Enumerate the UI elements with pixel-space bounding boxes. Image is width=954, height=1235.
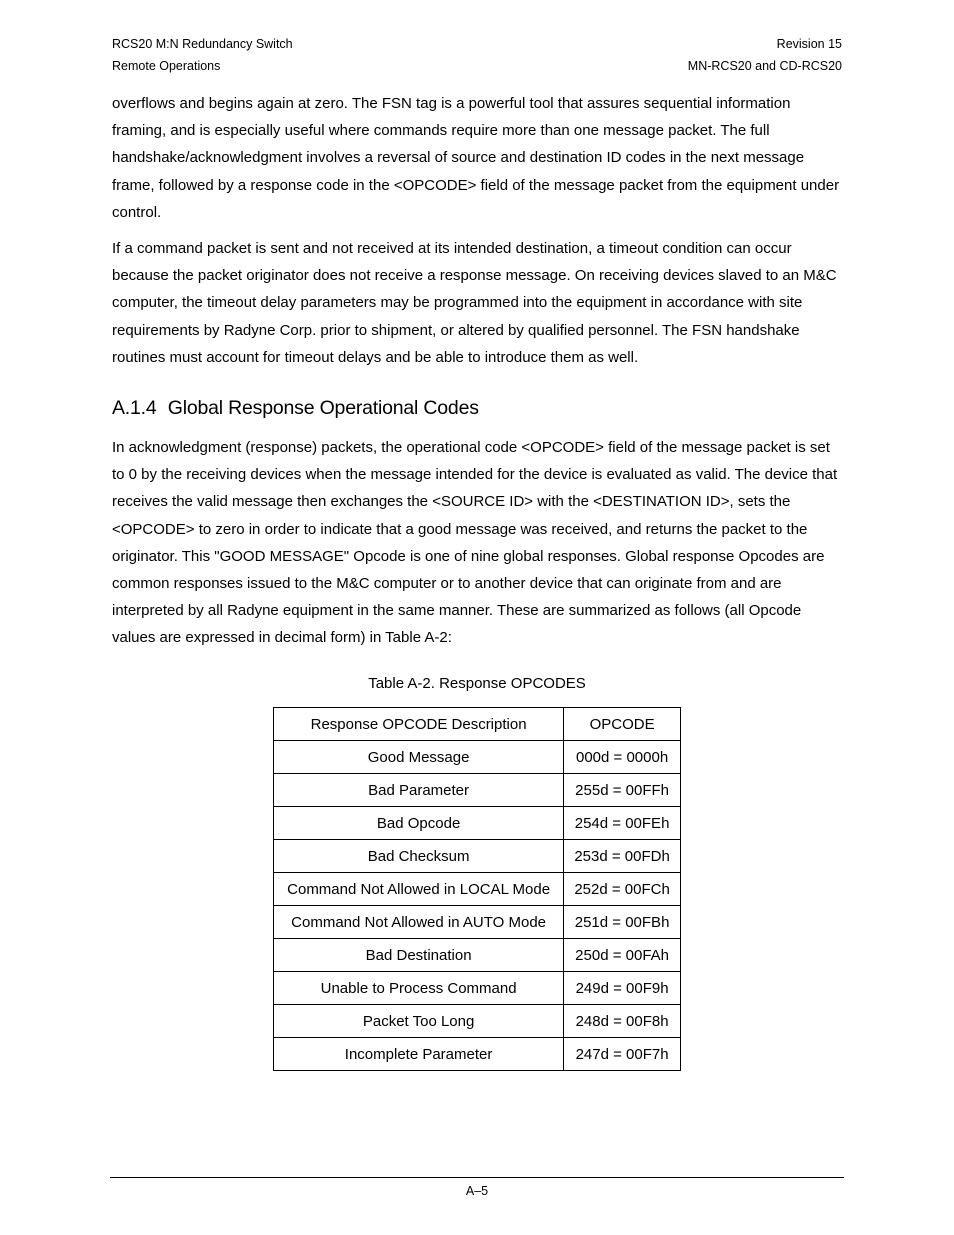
column-header-opcode: OPCODE — [564, 708, 681, 741]
cell-opcode: 253d = 00FDh — [564, 840, 681, 873]
cell-description: Command Not Allowed in LOCAL Mode — [274, 873, 564, 906]
column-header-description: Response OPCODE Description — [274, 708, 564, 741]
cell-opcode: 254d = 00FEh — [564, 807, 681, 840]
paragraph-global-response: In acknowledgment (response) packets, the operational code <OPCODE> field of the message packet is set to 0 by the receiving devices when the message intended for the device is evaluated as valid. The device that receives the valid message then exchanges the <SOURCE ID> with the <DESTINATION ID>, sets the <OPCODE> to zero in order to indicate that a good message was received, and returns the packet to the originator. This "GOOD MESSAGE" Opcode is one of nine global responses. Global response Opcodes are common responses issued to the M&C computer or to another device that can originate from and are interpreted by all Radyne equipment in the same manner. These are summarized as follows (all Opcode values are expressed in decimal form) in Table A-2: — [112, 439, 838, 647]
cell-opcode: 249d = 00F9h — [564, 972, 681, 1005]
cell-description: Unable to Process Command — [274, 972, 564, 1005]
cell-description: Incomplete Parameter — [274, 1038, 564, 1071]
table-header-row — [274, 708, 681, 741]
table-row — [274, 1038, 681, 1071]
section-heading — [112, 396, 479, 420]
cell-opcode: 250d = 00FAh — [564, 939, 681, 972]
table-row — [274, 906, 681, 939]
cell-opcode: 248d = 00F8h — [564, 1005, 681, 1038]
paragraph-timeout: If a command packet is sent and not received at its intended destination, a timeout condition can occur because the packet originator does not receive a response message. On receiving devices slaved to an M&C computer, the timeout delay parameters may be programmed into the equipment in accordance with site requirements by Radyne Corp. prior to shipment, or altered by qualified personnel. The FSN handshake routines must account for timeout delays and be able to introduce them as well. — [112, 240, 837, 366]
cell-description: Packet Too Long — [274, 1005, 564, 1038]
table-row — [274, 807, 681, 840]
header-document-title: RCS20 M:N Redundancy Switch — [112, 37, 293, 51]
table-row — [274, 840, 681, 873]
page-number: A–5 — [465, 1184, 489, 1198]
cell-description: Good Message — [274, 741, 564, 774]
cell-description: Bad Checksum — [274, 840, 564, 873]
cell-opcode: 252d = 00FCh — [564, 873, 681, 906]
cell-description: Bad Parameter — [274, 774, 564, 807]
table-row — [274, 741, 681, 774]
table-row — [274, 873, 681, 906]
section-title: Global Response Operational Codes — [167, 397, 479, 419]
cell-opcode: 255d = 00FFh — [564, 774, 681, 807]
header-chapter-title: Remote Operations — [112, 59, 221, 73]
response-opcodes-table — [273, 707, 681, 1071]
table-row — [274, 972, 681, 1005]
cell-description: Command Not Allowed in AUTO Mode — [274, 906, 564, 939]
section-number: A.1.4 — [112, 397, 157, 419]
header-revision: Revision 15 — [776, 37, 842, 51]
table-row — [274, 939, 681, 972]
table-row — [274, 1005, 681, 1038]
header-manual-number: MN-RCS20 and CD-RCS20 — [687, 59, 842, 73]
cell-opcode: 247d = 00F7h — [564, 1038, 681, 1071]
cell-opcode: 000d = 0000h — [564, 741, 681, 774]
cell-description: Bad Destination — [274, 939, 564, 972]
cell-opcode: 251d = 00FBh — [564, 906, 681, 939]
cell-description: Bad Opcode — [274, 807, 564, 840]
paragraph-fsn-handshake: overflows and begins again at zero. The FSN tag is a powerful tool that assures sequential information framing, and is especially useful where commands require more than one message packet. The full handshake/acknowledgment involves a reversal of source and destination ID codes in the next message frame, followed by a response code in the <OPCODE> field of the message packet from the equipment under control. — [112, 95, 840, 221]
footer-divider — [110, 1177, 844, 1178]
table-caption: Table A-2. Response OPCODES — [368, 675, 586, 692]
table-row — [274, 774, 681, 807]
